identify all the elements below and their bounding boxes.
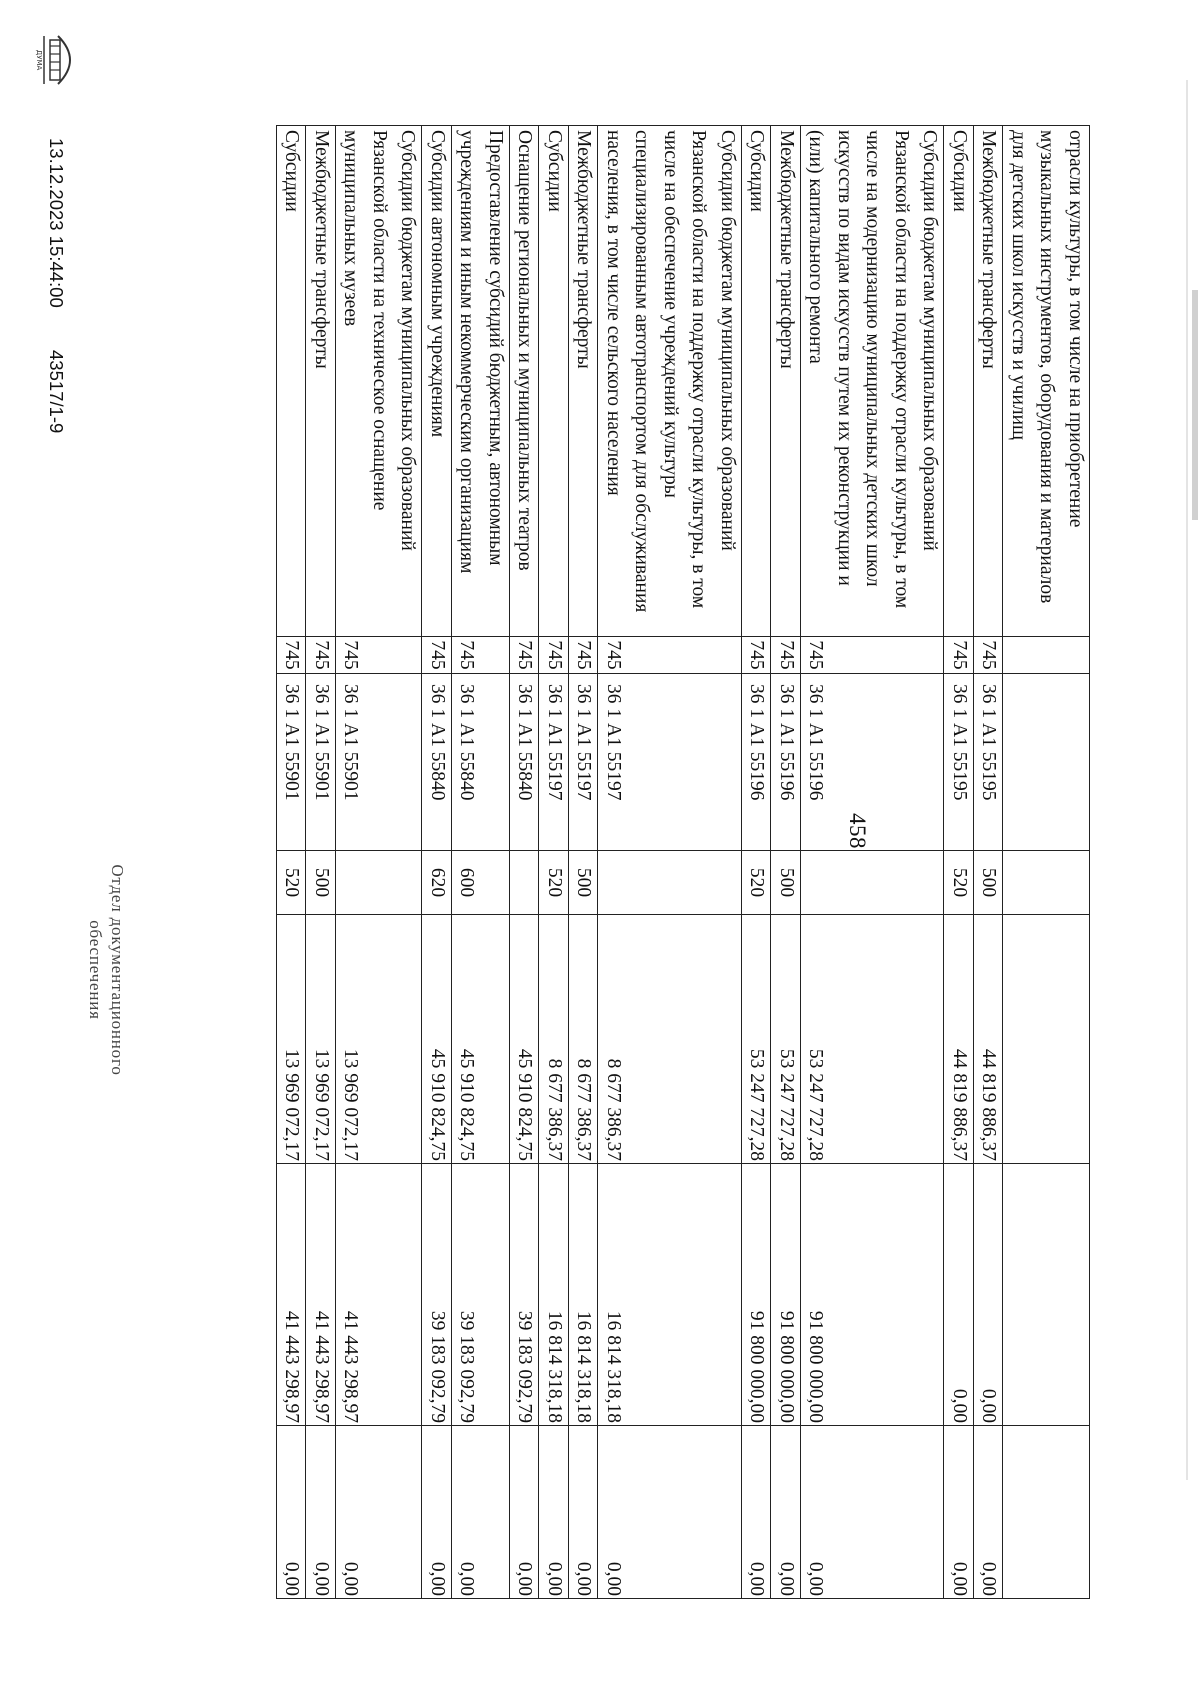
cell-name: Межбюджетные трансферты: [771, 126, 801, 637]
cell-sum-year1: 13 969 072,17: [277, 915, 307, 1164]
cell-sum-year3: 0,00: [569, 1426, 599, 1599]
cell-sum-year1: 44 819 886,37: [974, 915, 1004, 1164]
cell-sum-year1: 53 247 727,28: [771, 915, 801, 1164]
cell-expense-type: 520: [277, 851, 307, 915]
department-stamp: [84, 760, 128, 1180]
cell-name: Субсидии бюджетам муниципальных образований Рязанской области на техническое оснащение муниципальных музеев: [336, 126, 423, 637]
cell-sum-year3: 0,00: [974, 1426, 1004, 1599]
table-row: [771, 126, 801, 1599]
cell-grbs: 745: [510, 637, 540, 674]
cell-sum-year2: 0,00: [944, 1164, 974, 1426]
cell-grbs: 745: [742, 637, 772, 674]
cell-target-article: 36 1 А1 55840: [422, 674, 452, 851]
duma-logo-icon: [31, 30, 86, 90]
cell-sum-year2: 16 814 318,18: [539, 1164, 569, 1426]
table-row: [569, 126, 599, 1599]
cell-target-article: 36 1 А1 55196: [771, 674, 801, 851]
cell-target-article: 36 1 А1 55197: [539, 674, 569, 851]
scan-edge-strip: [1192, 290, 1198, 520]
cell-grbs: 745: [771, 637, 801, 674]
cell-sum-year2: 91 800 000,00: [801, 1164, 945, 1426]
cell-name: Субсидии автономным учреждениям: [422, 126, 452, 637]
cell-target-article: 36 1 А1 55197: [598, 674, 742, 851]
cell-target-article: 36 1 А1 55197: [569, 674, 599, 851]
cell-expense-type: [801, 851, 945, 915]
svg-text:ДУМА: ДУМА: [35, 49, 43, 71]
cell-grbs: 745: [452, 637, 510, 674]
cell-grbs: 745: [306, 637, 336, 674]
cell-expense-type: [510, 851, 540, 915]
cell-sum-year3: 0,00: [801, 1426, 945, 1599]
cell-sum-year3: 0,00: [306, 1426, 336, 1599]
cell-sum-year2: 39 183 092,79: [422, 1164, 452, 1426]
cell-name: Межбюджетные трансферты: [306, 126, 336, 637]
cell-name: Субсидии бюджетам муниципальных образований Рязанской области на поддержку отрасли культуры, в том числе на обеспечение учреждений культуры специализированным автотранспортом для обслуживания населения, в том числе сельского населения: [598, 126, 742, 637]
cell-sum-year2: 41 443 298,97: [277, 1164, 307, 1426]
table-row: [598, 126, 742, 1599]
stamp-line-2: обеспечения: [86, 920, 105, 1020]
cell-grbs: 745: [277, 637, 307, 674]
cell-grbs: 745: [422, 637, 452, 674]
cell-sum-year3: 0,00: [742, 1426, 772, 1599]
cell-sum-year3: 0,00: [598, 1426, 742, 1599]
cell-sum-year1: 8 677 386,37: [598, 915, 742, 1164]
cell-sum-year1: 45 910 824,75: [452, 915, 510, 1164]
cell-name: Субсидии: [277, 126, 307, 637]
cell-grbs: 745: [801, 637, 945, 674]
cell-sum-year2: 41 443 298,97: [306, 1164, 336, 1426]
cell-sum-year2: 91 800 000,00: [742, 1164, 772, 1426]
cell-name: Субсидии бюджетам муниципальных образований Рязанской области на поддержку отрасли культуры, в том числе на модернизацию муниципальных детских школ искусств по видам искусств путем их реконструкции и (или) капитального ремонта: [801, 126, 945, 637]
cell-sum-year1: 8 677 386,37: [539, 915, 569, 1164]
cell-sum-year3: 0,00: [944, 1426, 974, 1599]
cell-target-article: 36 1 А1 55840: [452, 674, 510, 851]
cell-sum-year2: 39 183 092,79: [510, 1164, 540, 1426]
cell-grbs: 745: [974, 637, 1004, 674]
cell-sum-year2: [1003, 1164, 1090, 1426]
cell-expense-type: 500: [974, 851, 1004, 915]
cell-sum-year2: 39 183 092,79: [452, 1164, 510, 1426]
table-row: [944, 126, 974, 1599]
cell-target-article: 36 1 А1 55196: [742, 674, 772, 851]
cell-name: Субсидии: [539, 126, 569, 637]
table-row: [974, 126, 1004, 1599]
cell-name: Межбюджетные трансферты: [974, 126, 1004, 637]
cell-sum-year3: 0,00: [452, 1426, 510, 1599]
cell-name: Межбюджетные трансферты: [569, 126, 599, 637]
cell-target-article: 36 1 А1 55195: [944, 674, 974, 851]
cell-sum-year2: 91 800 000,00: [771, 1164, 801, 1426]
cell-name: Субсидии: [742, 126, 772, 637]
cell-grbs: 745: [569, 637, 599, 674]
cell-sum-year1: 44 819 886,37: [944, 915, 974, 1164]
cell-expense-type: [1003, 851, 1090, 915]
cell-expense-type: 620: [422, 851, 452, 915]
cell-target-article: 36 1 А1 55901: [306, 674, 336, 851]
cell-expense-type: 600: [452, 851, 510, 915]
cell-sum-year1: 13 969 072,17: [306, 915, 336, 1164]
cell-sum-year1: [1003, 915, 1090, 1164]
cell-expense-type: 520: [944, 851, 974, 915]
cell-sum-year1: 45 910 824,75: [422, 915, 452, 1164]
cell-sum-year2: 0,00: [974, 1164, 1004, 1426]
scan-edge-strip: [1186, 80, 1188, 1480]
cell-name: отрасли культуры, в том числе на приобретение музыкальных инструментов, оборудования и материалов для детских школ искусств и училищ: [1003, 126, 1090, 637]
table-row: [277, 126, 307, 1599]
cell-sum-year1: 8 677 386,37: [569, 915, 599, 1164]
cell-expense-type: [598, 851, 742, 915]
cell-expense-type: 520: [539, 851, 569, 915]
table-row: [801, 126, 945, 1599]
table-row: [510, 126, 540, 1599]
table-row: [1003, 126, 1090, 1599]
cell-sum-year1: 53 247 727,28: [801, 915, 945, 1164]
table-row: [539, 126, 569, 1599]
cell-expense-type: 500: [771, 851, 801, 915]
cell-sum-year2: 16 814 318,18: [598, 1164, 742, 1426]
stamp-line-1: Отдел документационного: [108, 864, 127, 1076]
cell-sum-year3: 0,00: [277, 1426, 307, 1599]
cell-name: Субсидии: [944, 126, 974, 637]
cell-sum-year3: 0,00: [771, 1426, 801, 1599]
cell-target-article: [1003, 674, 1090, 851]
cell-sum-year2: 41 443 298,97: [336, 1164, 423, 1426]
cell-sum-year2: 16 814 318,18: [569, 1164, 599, 1426]
cell-grbs: [1003, 637, 1090, 674]
cell-name: Оснащение региональных и муниципальных театров: [510, 126, 540, 637]
cell-sum-year1: 13 969 072,17: [336, 915, 423, 1164]
cell-target-article: 36 1 А1 55901: [336, 674, 423, 851]
cell-expense-type: 500: [569, 851, 599, 915]
table-row: [452, 126, 510, 1599]
cell-expense-type: 500: [306, 851, 336, 915]
table-row: [306, 126, 336, 1599]
cell-grbs: 745: [336, 637, 423, 674]
cell-sum-year1: 45 910 824,75: [510, 915, 540, 1164]
cell-target-article: 36 1 А1 55840: [510, 674, 540, 851]
cell-grbs: 745: [598, 637, 742, 674]
table-row: [422, 126, 452, 1599]
cell-sum-year3: [1003, 1426, 1090, 1599]
page-number: 458: [845, 813, 870, 849]
cell-expense-type: 520: [742, 851, 772, 915]
cell-sum-year3: 0,00: [336, 1426, 423, 1599]
cell-sum-year3: 0,00: [539, 1426, 569, 1599]
table-row: [336, 126, 423, 1599]
cell-grbs: 745: [539, 637, 569, 674]
cell-sum-year1: 53 247 727,28: [742, 915, 772, 1164]
cell-target-article: 36 1 А1 55195: [974, 674, 1004, 851]
cell-name: Предоставление субсидий бюджетным, автономным учреждениям и иным некоммерческим организациям: [452, 126, 510, 637]
budget-table: [276, 125, 1090, 1599]
cell-sum-year3: 0,00: [422, 1426, 452, 1599]
cell-target-article: 36 1 А1 55196: [801, 674, 945, 851]
footer-doc-number: 43517/1-9: [46, 350, 67, 434]
table-row: [742, 126, 772, 1599]
cell-expense-type: [336, 851, 423, 915]
cell-grbs: 745: [944, 637, 974, 674]
cell-target-article: 36 1 А1 55901: [277, 674, 307, 851]
cell-sum-year3: 0,00: [510, 1426, 540, 1599]
footer-datetime: 13.12.2023 15:44:00: [46, 138, 67, 308]
